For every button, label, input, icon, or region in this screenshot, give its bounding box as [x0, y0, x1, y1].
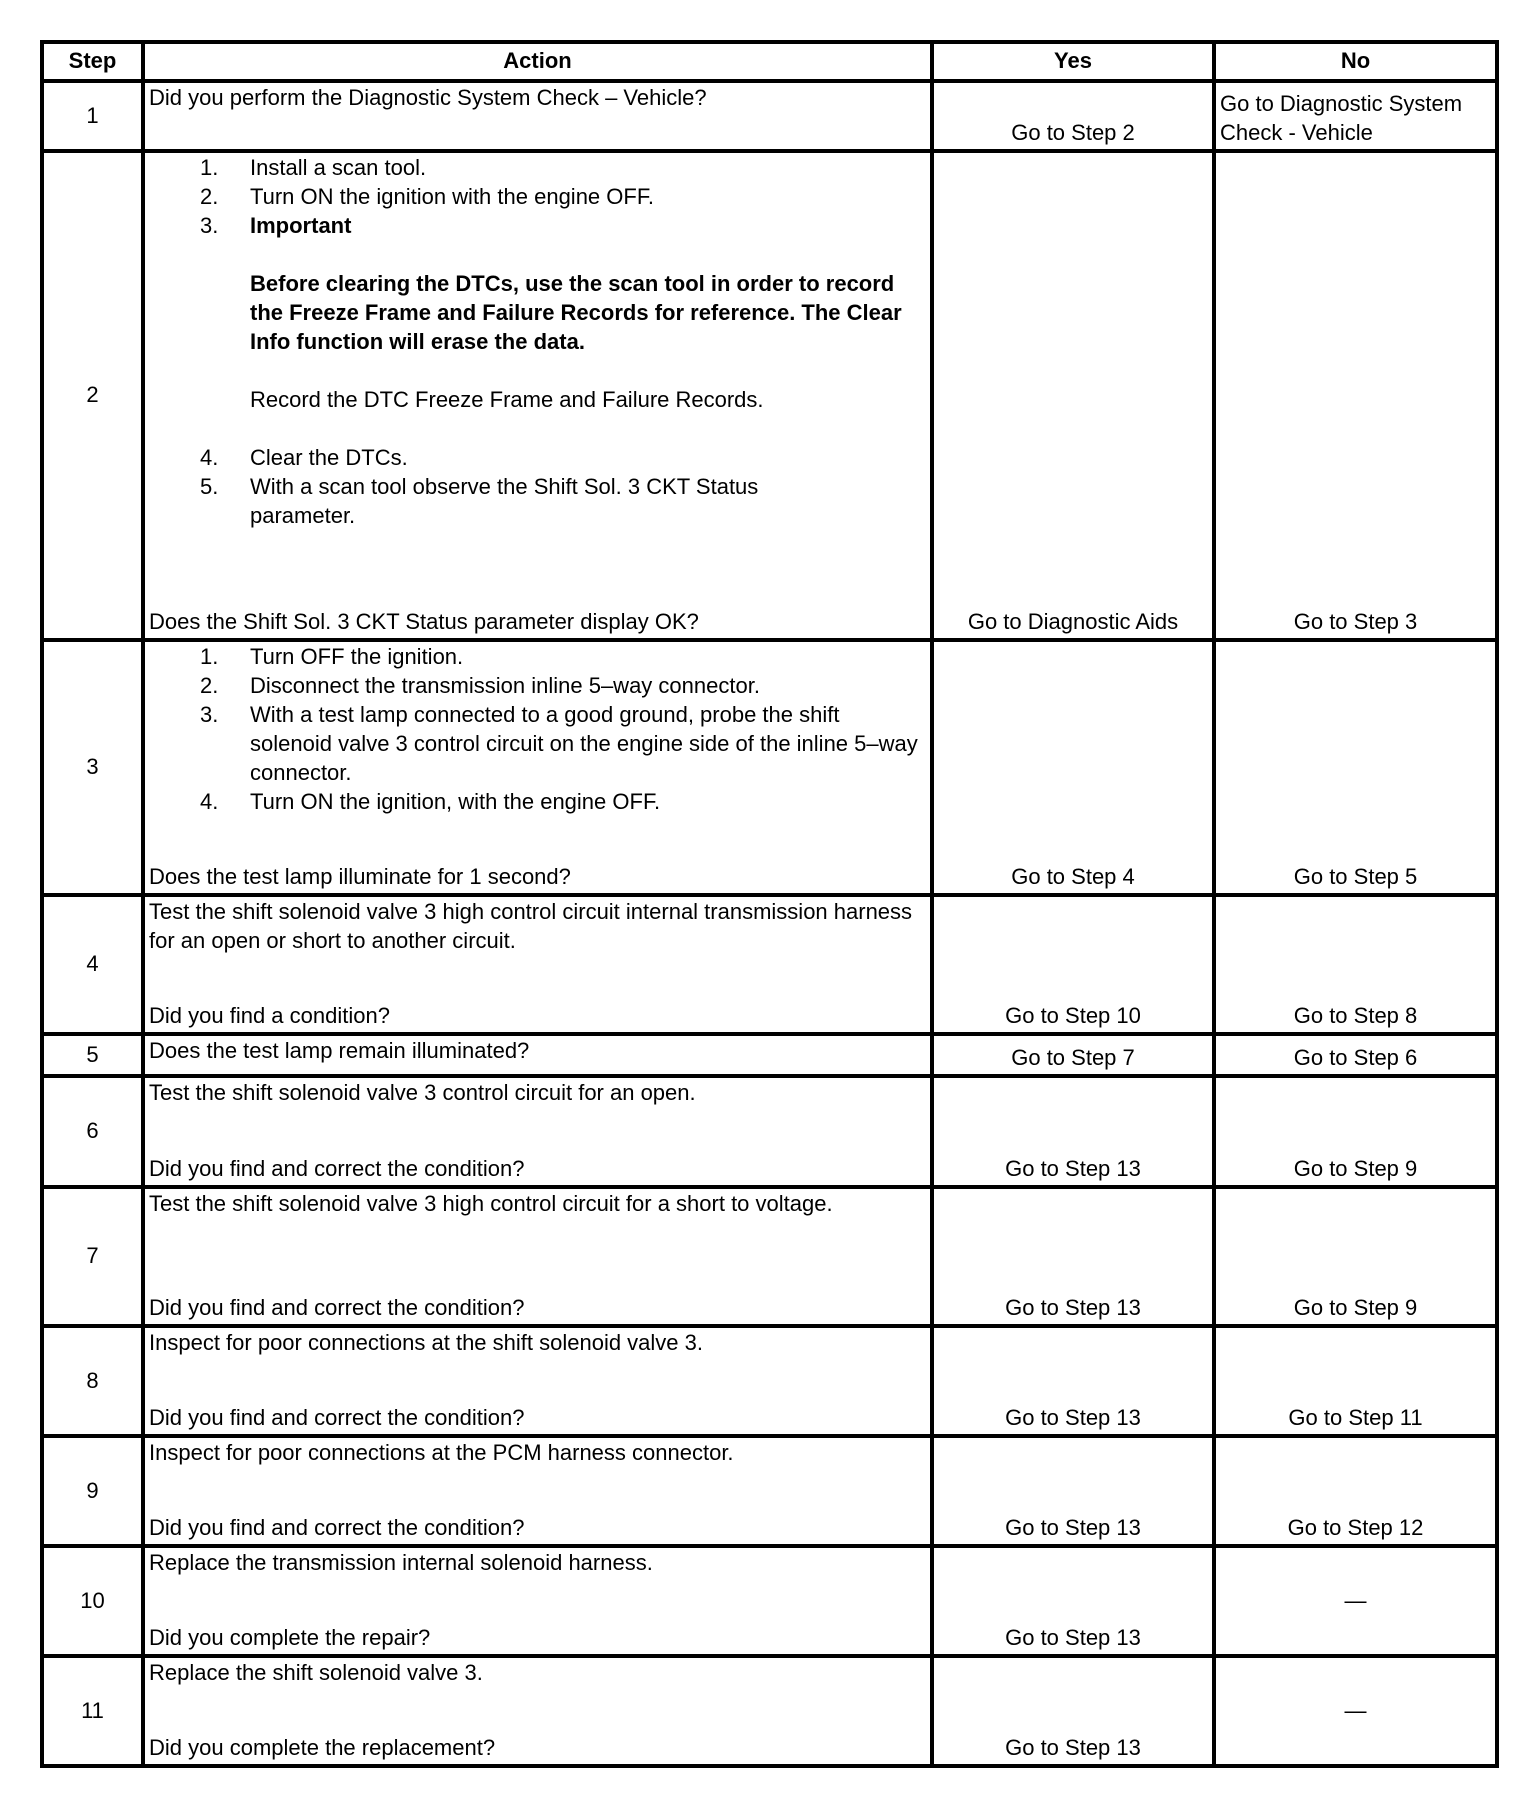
- no-cell: Go to Step 5: [1214, 640, 1497, 895]
- step-number: 4: [42, 895, 143, 1034]
- question: Does the test lamp remain illuminated?: [149, 1038, 530, 1063]
- action-cell: [143, 1076, 932, 1187]
- no-cell: Go to Step 12: [1214, 1436, 1497, 1546]
- table-row: [42, 1034, 1497, 1076]
- step-number: 6: [42, 1076, 143, 1187]
- table-row: [42, 1546, 1497, 1656]
- table-row: [42, 1076, 1497, 1187]
- item-number: 2.: [200, 673, 219, 698]
- diagnostic-table: [40, 40, 1499, 1768]
- list-item: [149, 642, 926, 671]
- action-text: Inspect for poor connections at the PCM harness connector.: [149, 1440, 734, 1465]
- action-cell: [143, 151, 932, 640]
- item-text: Clear the DTCs.: [250, 445, 408, 470]
- step-number: 3: [42, 640, 143, 895]
- action-cell: [143, 1187, 932, 1326]
- question: Did you perform the Diagnostic System Check – Vehicle?: [149, 85, 707, 110]
- item-number: 1.: [200, 644, 219, 669]
- item-number: 3.: [200, 213, 219, 238]
- question: Does the Shift Sol. 3 CKT Status parameter display OK?: [149, 609, 699, 634]
- item-text: Turn OFF the ignition.: [250, 644, 464, 669]
- question: Did you complete the replacement?: [149, 1735, 496, 1760]
- question: Did you find and correct the condition?: [149, 1405, 525, 1430]
- question: Does the test lamp illuminate for 1 second?: [149, 864, 571, 889]
- step-number: 8: [42, 1326, 143, 1436]
- list-item: [149, 671, 926, 700]
- action-cell: [143, 1326, 932, 1436]
- table-row: [42, 1436, 1497, 1546]
- item-text: With a scan tool observe the Shift Sol. 3 CKT Status parameter.: [250, 474, 759, 528]
- table-row: [42, 1326, 1497, 1436]
- step-number: 1: [42, 81, 143, 151]
- table-row: [42, 1656, 1497, 1766]
- yes-cell: Go to Step 13: [932, 1187, 1214, 1326]
- step-number: 11: [42, 1656, 143, 1766]
- yes-cell: Go to Step 2: [932, 81, 1214, 151]
- list-item: [149, 153, 926, 182]
- no-cell: —: [1214, 1546, 1497, 1656]
- header-step: Step: [42, 42, 143, 81]
- action-text: Inspect for poor connections at the shift solenoid valve 3.: [149, 1330, 703, 1355]
- list-item: [149, 211, 926, 240]
- list-item: [149, 700, 926, 787]
- list-item: [149, 472, 926, 530]
- item-text: With a test lamp connected to a good ground, probe the shift solenoid valve 3 control circuit on the engine side of the inline 5–way connector.: [250, 702, 918, 785]
- no-cell: —: [1214, 1656, 1497, 1766]
- no-cell: Go to Step 11: [1214, 1326, 1497, 1436]
- yes-cell: Go to Step 13: [932, 1546, 1214, 1656]
- item-number: 2.: [200, 184, 219, 209]
- action-cell: [143, 895, 932, 1034]
- record-note: Record the DTC Freeze Frame and Failure Records.: [250, 387, 764, 412]
- header-row: [42, 42, 1497, 81]
- question: Did you find and correct the condition?: [149, 1156, 525, 1181]
- item-number: 4.: [200, 445, 219, 470]
- no-cell: Go to Diagnostic System Check - Vehicle: [1214, 81, 1497, 151]
- step-number: 9: [42, 1436, 143, 1546]
- action-cell: [143, 1034, 932, 1076]
- yes-cell: Go to Step 13: [932, 1326, 1214, 1436]
- action-cell: [143, 1546, 932, 1656]
- item-text: Disconnect the transmission inline 5–way connector.: [250, 673, 760, 698]
- list-item: [149, 443, 926, 472]
- list-item: [149, 182, 926, 211]
- item-text: Install a scan tool.: [250, 155, 427, 180]
- step-number: 10: [42, 1546, 143, 1656]
- action-text: Replace the transmission internal solenoid harness.: [149, 1550, 653, 1575]
- step-number: 7: [42, 1187, 143, 1326]
- no-cell: Go to Step 9: [1214, 1187, 1497, 1326]
- no-cell: Go to Step 3: [1214, 151, 1497, 640]
- question: Did you find and correct the condition?: [149, 1515, 525, 1540]
- item-number: 3.: [200, 702, 219, 727]
- item-text: Turn ON the ignition with the engine OFF.: [250, 184, 654, 209]
- action-cell: [143, 640, 932, 895]
- action-cell: [143, 1656, 932, 1766]
- no-cell: Go to Step 9: [1214, 1076, 1497, 1187]
- yes-cell: Go to Diagnostic Aids: [932, 151, 1214, 640]
- item-number: 5.: [200, 474, 219, 499]
- item-number: 1.: [200, 155, 219, 180]
- table-row: [42, 640, 1497, 895]
- header-action: Action: [143, 42, 932, 81]
- item-number: 4.: [200, 789, 219, 814]
- yes-cell: Go to Step 13: [932, 1076, 1214, 1187]
- action-text: Test the shift solenoid valve 3 high control circuit for a short to voltage.: [149, 1191, 833, 1216]
- table-row: [42, 895, 1497, 1034]
- no-cell: Go to Step 6: [1214, 1034, 1497, 1076]
- item-text: Turn ON the ignition, with the engine OFF.: [250, 789, 661, 814]
- table-row: [42, 151, 1497, 640]
- important-note: Before clearing the DTCs, use the scan tool in order to record the Freeze Frame and Failure Records for reference. The Clear Info function will erase the data.: [250, 271, 902, 354]
- table-row: [42, 1187, 1497, 1326]
- question: Did you find a condition?: [149, 1003, 390, 1028]
- header-yes: Yes: [932, 42, 1214, 81]
- step-number: 2: [42, 151, 143, 640]
- action-text: Replace the shift solenoid valve 3.: [149, 1660, 483, 1685]
- yes-cell: Go to Step 4: [932, 640, 1214, 895]
- action-text: Test the shift solenoid valve 3 high control circuit internal transmission harness for an open or short to another circuit.: [149, 899, 913, 953]
- yes-cell: Go to Step 13: [932, 1656, 1214, 1766]
- action-cell: [143, 81, 932, 151]
- question: Did you complete the repair?: [149, 1625, 431, 1650]
- yes-cell: Go to Step 7: [932, 1034, 1214, 1076]
- action-text: Test the shift solenoid valve 3 control circuit for an open.: [149, 1080, 696, 1105]
- step-number: 5: [42, 1034, 143, 1076]
- yes-cell: Go to Step 10: [932, 895, 1214, 1034]
- list-item: [149, 787, 926, 816]
- item-text: Important: [250, 213, 352, 238]
- no-cell: Go to Step 8: [1214, 895, 1497, 1034]
- action-cell: [143, 1436, 932, 1546]
- header-no: No: [1214, 42, 1497, 81]
- question: Did you find and correct the condition?: [149, 1295, 525, 1320]
- table-row: [42, 81, 1497, 151]
- yes-cell: Go to Step 13: [932, 1436, 1214, 1546]
